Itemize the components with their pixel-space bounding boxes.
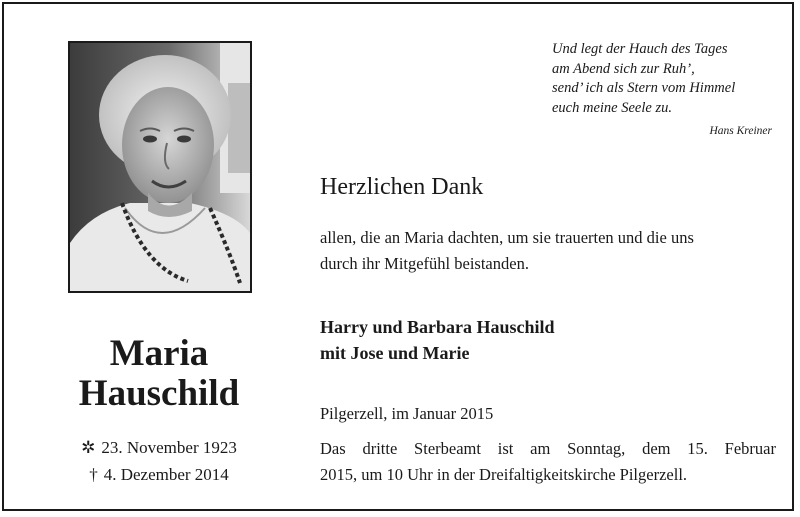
- poem-line: Und legt der Hauch des Tages: [552, 41, 728, 57]
- portrait-image: [70, 43, 250, 291]
- thanks-text: [320, 225, 780, 277]
- birth-star-icon: ✲: [81, 438, 96, 457]
- last-name: Hauschild: [78, 373, 240, 414]
- thanks-line: durch ihr Mitgefühl beistanden.: [320, 254, 529, 273]
- family-line: mit Jose und Marie: [320, 343, 470, 363]
- poem: [552, 40, 778, 142]
- death-cross-icon: †: [89, 465, 98, 484]
- service-notice: [320, 436, 776, 488]
- death-date-line: [44, 461, 274, 488]
- family-names: [320, 314, 555, 366]
- poem-author: Hans Kreiner: [709, 125, 772, 137]
- poem-line: send’ ich als Stern vom Himmel: [552, 80, 736, 96]
- poem-line: am Abend sich zur Ruh’,: [552, 60, 695, 77]
- birth-date-line: [44, 434, 274, 461]
- service-line: 2015, um 10 Uhr in der Dreifaltigkeitskirche Pilgerzell.: [320, 465, 688, 484]
- service-line: Das dritte Sterbeamt ist am Sonntag, dem 15. Februar: [320, 439, 776, 458]
- death-date: 4. Dezember 2014: [103, 465, 229, 484]
- first-name: Maria: [109, 333, 209, 374]
- life-dates: [44, 434, 274, 488]
- birth-date: 23. November 1923: [101, 438, 237, 457]
- thanks-line: allen, die an Maria dachten, um sie trauerten und die uns: [320, 228, 694, 247]
- poem-line: euch meine Seele zu.: [552, 99, 672, 116]
- portrait-photo: [68, 41, 252, 293]
- family-line: Harry und Barbara Hauschild: [320, 317, 555, 337]
- thanks-heading: Herzlichen Dank: [320, 174, 484, 200]
- deceased-name: [44, 334, 274, 414]
- place-and-date: Pilgerzell, im Januar 2015: [320, 404, 494, 423]
- obituary-card: [2, 2, 794, 511]
